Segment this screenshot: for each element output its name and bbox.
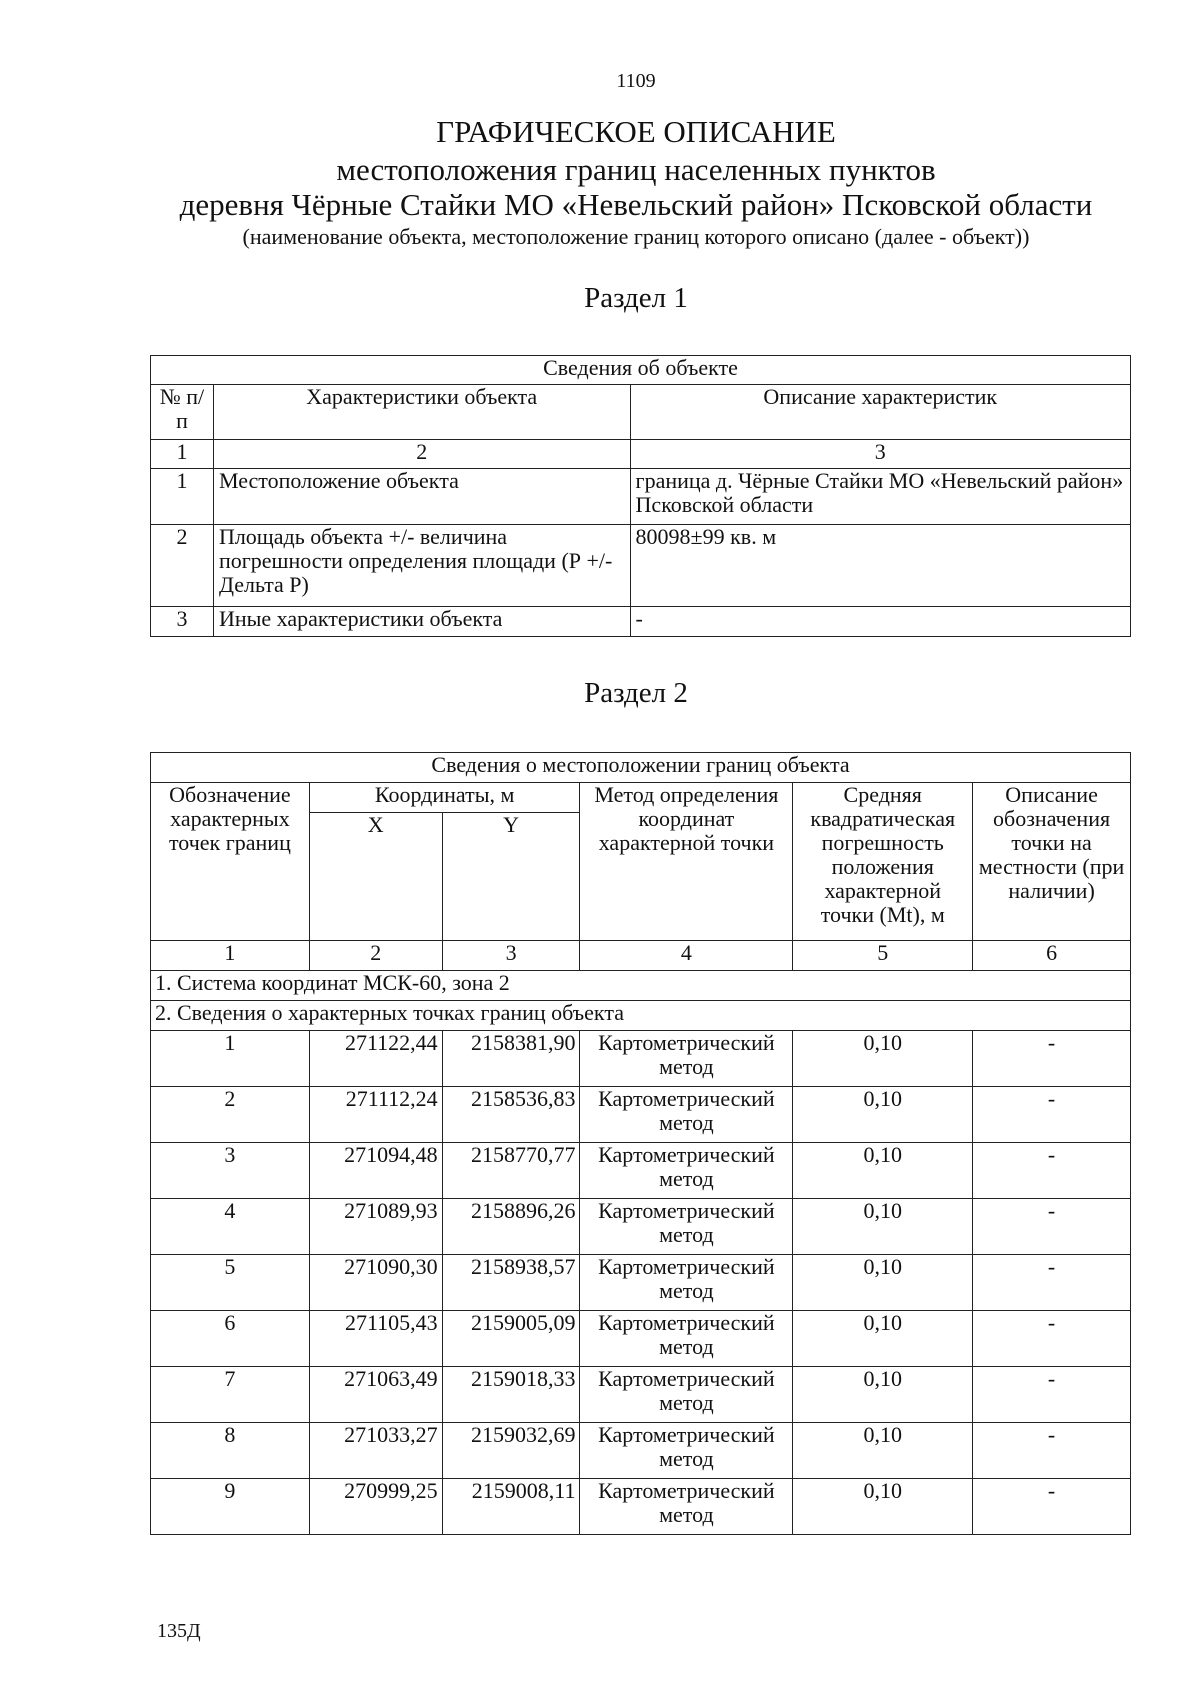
- table-row: [151, 1087, 1131, 1143]
- point-description: -: [973, 1423, 1131, 1479]
- row-name: Площадь объекта +/- величина погрешности определения площади (Р +/- Дельта Р): [213, 525, 630, 607]
- row-number: 2: [151, 525, 214, 607]
- point-method: Картометрический метод: [580, 1311, 793, 1367]
- row-name: Местоположение объекта: [213, 469, 630, 525]
- point-error: 0,10: [793, 1311, 973, 1367]
- point-id: 4: [151, 1199, 310, 1255]
- table-row: [151, 1367, 1131, 1423]
- point-description: -: [973, 1199, 1131, 1255]
- row-value: 80098±99 кв. м: [630, 525, 1130, 607]
- point-x: 270999,25: [309, 1479, 442, 1535]
- point-description: -: [973, 1255, 1131, 1311]
- point-method: Картометрический метод: [580, 1031, 793, 1087]
- column-header: Средняя квадратическая погрешность положения характерной точки (Mt), м: [793, 783, 973, 941]
- table-row: [151, 1143, 1131, 1199]
- column-number: 1: [151, 941, 310, 971]
- point-description: -: [973, 1479, 1131, 1535]
- point-id: 7: [151, 1367, 310, 1423]
- point-error: 0,10: [793, 1423, 973, 1479]
- table-row: [151, 1199, 1131, 1255]
- point-id: 5: [151, 1255, 310, 1311]
- point-error: 0,10: [793, 1087, 973, 1143]
- point-y: 2158536,83: [442, 1087, 580, 1143]
- column-header: Метод определения координат характерной точки: [580, 783, 793, 941]
- point-error: 0,10: [793, 1367, 973, 1423]
- column-header: Характеристики объекта: [213, 385, 630, 440]
- column-number: 2: [213, 440, 630, 469]
- point-error: 0,10: [793, 1199, 973, 1255]
- point-id: 9: [151, 1479, 310, 1535]
- point-id: 6: [151, 1311, 310, 1367]
- column-header: Обозначение характерных точек границ: [151, 783, 310, 941]
- column-number: 4: [580, 941, 793, 971]
- column-number: 2: [309, 941, 442, 971]
- point-y: 2159005,09: [442, 1311, 580, 1367]
- row-value: граница д. Чёрные Стайки МО «Невельский район» Псковской области: [630, 469, 1130, 525]
- points-section-row: 2. Сведения о характерных точках границ объекта: [151, 1001, 1131, 1031]
- table-row: [151, 1423, 1131, 1479]
- row-value: -: [630, 607, 1130, 637]
- section2-heading: Раздел 2: [584, 677, 688, 709]
- column-header: Координаты, м: [309, 783, 580, 813]
- table-row: [151, 1311, 1131, 1367]
- point-id: 2: [151, 1087, 310, 1143]
- point-x: 271112,24: [309, 1087, 442, 1143]
- points-body: [151, 1031, 1131, 1535]
- table-title: Сведения о местоположении границ объекта: [151, 753, 1131, 783]
- point-error: 0,10: [793, 1255, 973, 1311]
- document-subtitle: местоположения границ населенных пунктов: [336, 152, 936, 187]
- footer-code: 135Д: [157, 1620, 201, 1642]
- point-id: 8: [151, 1423, 310, 1479]
- point-y: 2159032,69: [442, 1423, 580, 1479]
- point-x: 271089,93: [309, 1199, 442, 1255]
- point-x: 271033,27: [309, 1423, 442, 1479]
- point-y: 2158770,77: [442, 1143, 580, 1199]
- point-x: 271090,30: [309, 1255, 442, 1311]
- document-title-note: (наименование объекта, местоположение границ которого описано (далее - объект)): [242, 224, 1030, 249]
- point-y: 2159008,11: [442, 1479, 580, 1535]
- point-method: Картометрический метод: [580, 1087, 793, 1143]
- point-id: 1: [151, 1031, 310, 1087]
- row-number: 1: [151, 469, 214, 525]
- point-y: 2159018,33: [442, 1367, 580, 1423]
- table-row: [151, 1031, 1131, 1087]
- point-description: -: [973, 1087, 1131, 1143]
- section1-heading: Раздел 1: [584, 282, 688, 314]
- column-header: № п/п: [151, 385, 214, 440]
- page-number: 1109: [616, 70, 656, 92]
- point-y: 2158381,90: [442, 1031, 580, 1087]
- table-row: [151, 469, 1131, 525]
- column-number: 6: [973, 941, 1131, 971]
- document-object-name: деревня Чёрные Стайки МО «Невельский район» Псковской области: [179, 187, 1093, 222]
- point-description: -: [973, 1311, 1131, 1367]
- point-description: -: [973, 1367, 1131, 1423]
- point-x: 271063,49: [309, 1367, 442, 1423]
- column-header: X: [309, 813, 442, 941]
- point-x: 271094,48: [309, 1143, 442, 1199]
- point-x: 271122,44: [309, 1031, 442, 1087]
- column-number: 3: [442, 941, 580, 971]
- row-name: Иные характеристики объекта: [213, 607, 630, 637]
- column-number: 1: [151, 440, 214, 469]
- column-number: 3: [630, 440, 1130, 469]
- point-method: Картометрический метод: [580, 1199, 793, 1255]
- point-error: 0,10: [793, 1031, 973, 1087]
- coordinate-system-row: 1. Система координат МСК-60, зона 2: [151, 971, 1131, 1001]
- row-number: 3: [151, 607, 214, 637]
- point-x: 271105,43: [309, 1311, 442, 1367]
- document-title-block: [0, 112, 1200, 252]
- table-row: [151, 1255, 1131, 1311]
- point-error: 0,10: [793, 1143, 973, 1199]
- column-header: Y: [442, 813, 580, 941]
- point-error: 0,10: [793, 1479, 973, 1535]
- column-number: 5: [793, 941, 973, 971]
- point-description: -: [973, 1143, 1131, 1199]
- point-method: Картометрический метод: [580, 1479, 793, 1535]
- table-row: [151, 1479, 1131, 1535]
- point-method: Картометрический метод: [580, 1255, 793, 1311]
- table-row: [151, 607, 1131, 637]
- document-title: ГРАФИЧЕСКОЕ ОПИСАНИЕ: [436, 114, 836, 149]
- point-description: -: [973, 1031, 1131, 1087]
- table-title: Сведения об объекте: [151, 356, 1131, 385]
- point-method: Картометрический метод: [580, 1367, 793, 1423]
- point-method: Картометрический метод: [580, 1143, 793, 1199]
- object-info-table: [150, 355, 1131, 637]
- boundary-points-table: [150, 752, 1131, 1535]
- point-y: 2158938,57: [442, 1255, 580, 1311]
- column-header: Описание обозначения точки на местности (при наличии): [973, 783, 1131, 941]
- column-header: Описание характеристик: [630, 385, 1130, 440]
- point-y: 2158896,26: [442, 1199, 580, 1255]
- point-method: Картометрический метод: [580, 1423, 793, 1479]
- table-row: [151, 525, 1131, 607]
- point-id: 3: [151, 1143, 310, 1199]
